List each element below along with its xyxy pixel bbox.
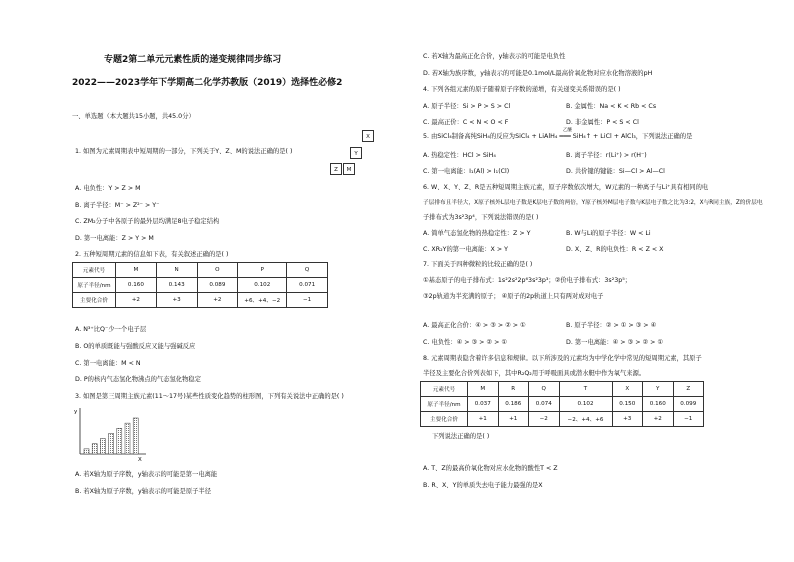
table-cell: O (197, 263, 238, 278)
table-cell: M (116, 263, 157, 278)
table-cell: 原子半径/nm (421, 397, 468, 412)
q7-option-b: B. 原子半径：② > ① > ③ > ④ (566, 322, 657, 329)
bar-17 (133, 418, 138, 454)
q8-line-1: 8. 元素周期表隐含着许多信息和规律。以下所涉及的元素均为中学化学中常见的短周期元素，其原子 (423, 355, 702, 362)
table-row (73, 293, 328, 308)
q4-stem: 4. 下列各组元素的原子随着原子序数的递增，有关递变关系错误的是( ) (423, 86, 621, 93)
q1-option-d: D. 第一电离能：Z > Y > M (75, 235, 154, 242)
q5-option-c: C. 第一电离能：I₁(Al) > I₁(Cl) (423, 168, 510, 175)
table-cell: +2 (643, 412, 674, 427)
table-cell: +1 (468, 412, 499, 427)
table-cell: −1 (673, 412, 704, 427)
cell-x: X (362, 130, 374, 142)
table-cell: X (612, 382, 643, 397)
q2-option-d: D. P的核内气态氢化物沸点的气态氢化物稳定 (75, 376, 201, 383)
table-cell: R (498, 382, 529, 397)
table-cell: −2、+4、+6 (559, 412, 612, 427)
bar-11 (84, 449, 89, 454)
q8-after: 下列说法正确的是( ) (432, 433, 490, 440)
title-line-1: 专题2第二单元元素性质的递变规律同步练习 (104, 55, 282, 65)
q5-stem: 5. 由SiCl₄制备高纯SiH₄的反应为SiCl₄ + LiAlH₄ ═══ SiH₄↑ + LiCl + AlCl₃，下列说法正确的是 (423, 133, 693, 140)
q4-option-b: B. 金属性：Na < K < Rb < Cs (566, 103, 657, 110)
q2-table (72, 262, 328, 308)
q2-option-c: C. 第一电离能：M < N (75, 360, 141, 367)
table-cell: 0.160 (116, 278, 157, 293)
q6-line-2: 子层排布且半径大，X原子核外L层电子数是K层电子数的两倍，Y原子核外M层电子数与K层电子数之比为3:2，X与R同主族，Z的价层电 (423, 200, 763, 206)
table-cell: 0.102 (559, 397, 612, 412)
table-cell: 0.143 (156, 278, 197, 293)
table-cell: −2 (529, 412, 560, 427)
table-cell: 0.089 (197, 278, 238, 293)
q6-line-1: 6. W、X、Y、Z、R是五种短周期主族元素，原子序数依次增大，W元素的一种离子与Li⁺具有相同的电 (423, 184, 709, 191)
q7-stem: 7. 下面关于四种微粒的比较正确的是( ) (423, 261, 533, 268)
q5-option-b: B. 离子半径：r(Li⁺) > r(H⁻) (566, 152, 647, 159)
q8-option-b: B. R、X、Y的单质失去电子能力最强的是X (423, 482, 543, 489)
q3-option-c: C. 若X轴为最高正化合价，y轴表示的可能是电负性 (423, 53, 566, 60)
q3-option-d: D. 若X轴为族序数，y轴表示的可能是0.1mol/L最高价氧化物对应水化物溶液的pH (423, 70, 653, 77)
table-cell: Q (287, 263, 328, 278)
q1-option-a: A. 电负性：Y > Z > M (75, 185, 141, 192)
x-axis-label: X (138, 457, 142, 462)
cell-y: Y (350, 147, 362, 159)
table-cell: Y (643, 382, 674, 397)
q6-option-d: D. X、Z、R的电负性：R < Z < X (566, 246, 664, 253)
table-row (421, 412, 704, 427)
q4-option-a: A. 原子半径：Si > P > S > Cl (423, 103, 511, 110)
table-cell: +2 (197, 293, 238, 308)
table-cell: 0.074 (529, 397, 560, 412)
title-line-2: 2022——2023学年下学期高二化学苏教版（2019）选择性必修2 (72, 78, 343, 88)
cell-z: Z (330, 163, 342, 175)
bar-16 (125, 423, 130, 454)
table-cell: Q (529, 382, 560, 397)
table-cell: 元素代号 (73, 263, 116, 278)
section-heading: 一、单选题（本大题共15小题，共45.0分） (72, 113, 195, 120)
table-row (73, 263, 328, 278)
table-cell: 0.071 (287, 278, 328, 293)
q6-option-b: B. W与Li的原子半径：W < Li (566, 230, 651, 237)
q1-option-b: B. 离子半径：M⁻ > Z²⁻ > Y⁻ (75, 202, 160, 209)
q4-option-c: C. 最高正价：C < N < O < F (423, 119, 509, 126)
q2-option-a: A. N³⁺比Q⁻少一个电子层 (75, 326, 147, 333)
y-axis-label: y (74, 409, 78, 415)
table-row (73, 278, 328, 293)
q7-item-1: ①基态原子的电子排布式：1s²2s²2p⁶3s²3p³；②价电子排布式：3s²3p⁵； (423, 277, 632, 284)
q6-option-c: C. XR₂Y的第一电离能：X > Y (423, 246, 508, 253)
cell-m: M (343, 163, 355, 175)
q2-option-b: B. O的单质既能与强酸反应又能与强碱反应 (75, 343, 196, 350)
table-row (421, 397, 704, 412)
q3-option-a: A. 若X轴为原子序数，y轴表示的可能是第一电离能 (75, 471, 218, 478)
q8-line-2: 半径及主要化合价列表如下，其中R₂Q₂用于呼吸面具或潜水艇中作为氧气来源。 (423, 370, 646, 377)
q3-bar-chart (72, 404, 152, 462)
q8-option-a: A. T、Z的最高价氧化物对应水化物的酸性T < Z (423, 465, 558, 472)
q7-option-c: C. 电负性：④ > ③ > ② > ① (423, 339, 508, 346)
table-cell: 0.186 (498, 397, 529, 412)
table-cell: 0.102 (238, 278, 287, 293)
q4-option-d: D. 非金属性：P < S < Cl (566, 119, 639, 126)
table-row (421, 382, 704, 397)
q5-option-a: A. 热稳定性：HCl > SiH₄ (423, 152, 496, 159)
table-cell: +3 (612, 412, 643, 427)
q6-line-3: 子排布式为3s²3p⁴，下列说法错误的是( ) (423, 214, 539, 221)
q7-option-a: A. 最高正化合价：④ > ③ > ② > ① (423, 322, 526, 329)
table-cell: 主要化合价 (421, 412, 468, 427)
q6-option-a: A. 简单气态氢化物的热稳定性：Z > Y (423, 230, 531, 237)
table-cell: 0.160 (643, 397, 674, 412)
table-cell: 原子半径/nm (73, 278, 116, 293)
q3-stem: 3. 如图是第三周期主族元素(11～17号)某些性质变化趋势的柱形图，下列有关说法中正确的是( ) (75, 393, 344, 400)
table-cell: 0.037 (468, 397, 499, 412)
table-cell: +2 (116, 293, 157, 308)
table-cell: +3 (156, 293, 197, 308)
bar-12 (92, 444, 97, 454)
table-cell: 元素代号 (421, 382, 468, 397)
table-cell: M (468, 382, 499, 397)
table-cell: +6、+4、−2 (238, 293, 287, 308)
table-cell: P (238, 263, 287, 278)
q5-condition: 乙醚 (563, 128, 572, 133)
periodic-table-fragment (326, 130, 382, 172)
table-cell: N (156, 263, 197, 278)
table-cell: 主要化合价 (73, 293, 116, 308)
table-cell: Z (673, 382, 704, 397)
table-cell: 0.150 (612, 397, 643, 412)
q7-item-2: ③2p轨道为半充满的原子； ④原子的2p轨道上只有两对成对电子 (423, 293, 604, 300)
q1-stem: 1. 如图为元素周期表中短周期的一部分，下列关于Y、Z、M的说法正确的是( ) (75, 148, 293, 155)
q3-option-b: B. 若X轴为原子序数，y轴表示的可能是原子半径 (75, 488, 212, 495)
q1-option-c: C. ZM₂分子中各原子的最外层均满足8电子稳定结构 (75, 218, 220, 225)
bar-13 (100, 439, 105, 454)
bar-14 (109, 433, 114, 454)
table-cell: −1 (287, 293, 328, 308)
q7-option-d: D. 第一电离能：④ > ③ > ② > ① (566, 339, 664, 346)
table-cell: 0.099 (673, 397, 704, 412)
q8-table (420, 381, 704, 427)
bar-15 (117, 428, 122, 454)
q2-stem: 2. 五种短周期元素的信息如下表，有关叙述正确的是( ) (75, 251, 229, 258)
table-cell: +1 (498, 412, 529, 427)
table-cell: T (559, 382, 612, 397)
q5-option-d: D. 共价键的键能：Si—Cl > Al—Cl (566, 168, 665, 175)
